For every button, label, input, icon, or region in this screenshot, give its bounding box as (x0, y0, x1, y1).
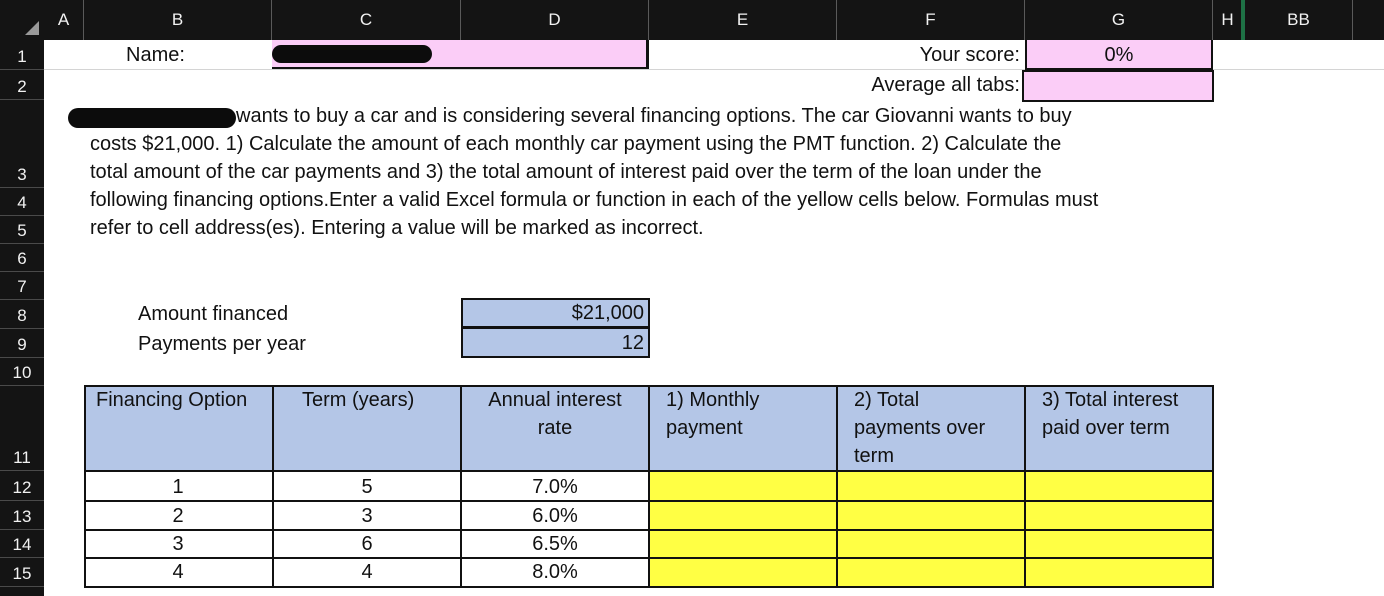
instructions-line-3: total amount of the car payments and 3) the total amount of interest paid over the term of the loan under the (90, 161, 1042, 183)
row-header-14[interactable]: 14 (0, 530, 44, 558)
row-header-9[interactable]: 9 (0, 329, 44, 358)
row-header-13[interactable]: 13 (0, 501, 44, 530)
header-term-years: Term (years) (302, 389, 415, 411)
name-input[interactable] (272, 40, 649, 69)
instructions-line-5: refer to cell address(es). Entering a value will be marked as incorrect. (90, 217, 704, 239)
payments-per-year-value[interactable]: 12 (461, 327, 650, 358)
header-total-interest-line2: paid over term (1042, 417, 1170, 439)
total-payments-cell-4[interactable] (838, 559, 1024, 586)
total-interest-cell-2[interactable] (1026, 502, 1212, 529)
term-value-2[interactable]: 3 (361, 505, 373, 527)
monthly-payment-cell-2[interactable] (650, 502, 836, 529)
instructions-line-4: following financing options.Enter a valid Excel formula or function in each of the yellow cells below. Formulas must (90, 189, 1099, 211)
col-header-h[interactable]: H (1213, 0, 1243, 40)
score-value[interactable]: 0% (1025, 40, 1213, 70)
total-interest-cell-1[interactable] (1026, 472, 1212, 500)
average-label: Average all tabs: (871, 74, 1020, 96)
monthly-payment-cell-3[interactable] (650, 531, 836, 557)
col-header-bb[interactable]: BB (1245, 0, 1353, 40)
rate-value-1[interactable]: 7.0% (532, 476, 578, 498)
header-monthly-payment-line2: payment (666, 417, 743, 439)
option-value-4[interactable]: 4 (172, 561, 184, 583)
header-annual-rate-line2: rate (537, 417, 573, 439)
header-total-interest-line1: 3) Total interest (1042, 389, 1179, 411)
monthly-payment-cell-1[interactable] (650, 472, 836, 500)
header-monthly-payment-line1: 1) Monthly (666, 389, 760, 411)
name-label: Name: (126, 44, 185, 66)
row-header-10[interactable]: 10 (0, 358, 44, 386)
instructions-line-2: costs $21,000. 1) Calculate the amount of each monthly car payment using the PMT function. 2) Calculate the (90, 133, 1062, 155)
rate-value-4[interactable]: 8.0% (532, 561, 578, 583)
term-value-4[interactable]: 4 (361, 561, 373, 583)
row-header-1[interactable]: 1 (0, 40, 44, 70)
total-payments-cell-2[interactable] (838, 502, 1024, 529)
col-header-e[interactable]: E (649, 0, 837, 40)
total-interest-cell-3[interactable] (1026, 531, 1212, 557)
select-all-corner[interactable] (0, 0, 45, 40)
header-annual-rate-line1: Annual interest (488, 389, 622, 411)
term-value-1[interactable]: 5 (361, 476, 373, 498)
option-value-3[interactable]: 3 (172, 533, 184, 555)
amount-financed-value[interactable]: $21,000 (461, 298, 650, 328)
total-payments-cell-1[interactable] (838, 472, 1024, 500)
row-header-15[interactable]: 15 (0, 558, 44, 587)
header-total-payments-line3: term (854, 445, 894, 467)
option-value-2[interactable]: 2 (172, 505, 184, 527)
rate-value-3[interactable]: 6.5% (532, 533, 578, 555)
option-value-1[interactable]: 1 (172, 476, 184, 498)
instructions-line-1: wants to buy a car and is considering several financing options. The car Giovanni wants to buy (236, 105, 1072, 127)
redaction-mark (68, 108, 236, 128)
header-total-payments-line2: payments over (854, 417, 986, 439)
row-header-8[interactable]: 8 (0, 300, 44, 329)
monthly-payment-cell-4[interactable] (650, 559, 836, 586)
average-value[interactable] (1022, 70, 1214, 102)
col-header-g[interactable]: G (1025, 0, 1213, 40)
row-header-5[interactable]: 5 (0, 216, 44, 244)
total-interest-cell-4[interactable] (1026, 559, 1212, 586)
payments-per-year-label: Payments per year (138, 333, 306, 355)
row-header-16 (0, 587, 44, 596)
col-header-a[interactable]: A (44, 0, 84, 40)
row-header-12[interactable]: 12 (0, 471, 44, 501)
row-header-6[interactable]: 6 (0, 244, 44, 272)
header-total-payments-line1: 2) Total (854, 389, 920, 411)
row-header-3[interactable]: 3 (0, 100, 44, 188)
redaction-mark (272, 45, 432, 63)
score-label: Your score: (919, 44, 1020, 66)
row-header-7[interactable]: 7 (0, 272, 44, 300)
col-header-b[interactable]: B (84, 0, 272, 40)
col-header-blank (1353, 0, 1384, 40)
row-header-2[interactable]: 2 (0, 70, 44, 100)
term-value-3[interactable]: 6 (361, 533, 373, 555)
row-header-11[interactable]: 11 (0, 386, 44, 471)
total-payments-cell-3[interactable] (838, 531, 1024, 557)
rate-value-2[interactable]: 6.0% (532, 505, 578, 527)
col-header-f[interactable]: F (837, 0, 1025, 40)
col-header-d[interactable]: D (461, 0, 649, 40)
amount-financed-label: Amount financed (138, 303, 289, 325)
row-header-4[interactable]: 4 (0, 188, 44, 216)
header-financing-option: Financing Option (96, 389, 248, 411)
col-header-c[interactable]: C (272, 0, 461, 40)
